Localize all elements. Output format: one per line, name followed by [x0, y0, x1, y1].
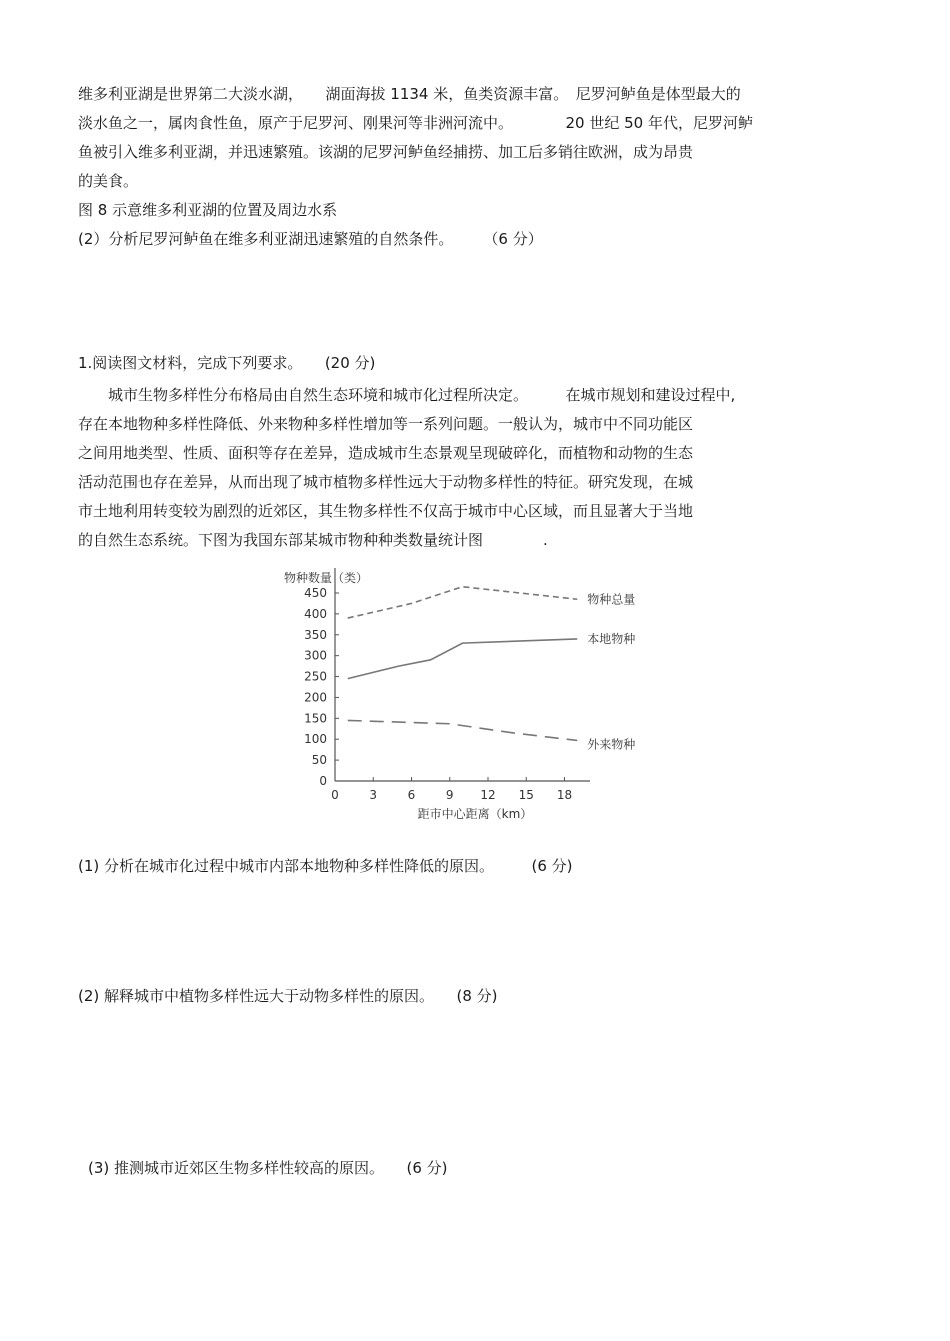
question-1-line-6: 的自然生态系统。下图为我国东部某城市物种种类数量统计图 .: [78, 531, 548, 549]
question-1-line-3: 之间用地类型、性质、面积等存在差异，造成城市生态景观呈现破碎化，而植物和动物的生态: [78, 444, 694, 462]
y-tick-label: 300: [304, 648, 327, 663]
x-tick-label: 12: [480, 788, 496, 802]
series-label-2: 本地物种: [587, 631, 636, 646]
sub-question-1: (1) 分析在城市化过程中城市内部本地物种多样性降低的原因。 (6 分): [78, 857, 573, 875]
question-1-line-5: 市土地利用转变较为剧烈的近郊区，其生物多样性不仅高于城市中心区域，而且显著大于当地: [78, 502, 694, 520]
question-1-line-4: 活动范围也存在差异，从而出现了城市植物多样性远大于动物多样性的特征。研究发现，在城: [78, 473, 694, 491]
figure-caption: 图 8 示意维多利亚湖的位置及周边水系: [78, 201, 338, 219]
sub-question-2: (2) 解释城市中植物多样性远大于动物多样性的原因。 (8 分): [78, 987, 498, 1005]
species-chart: [270, 562, 690, 827]
passage-1-line-3: 鱼被引入维多利亚湖，并迅速繁殖。该湖的尼罗河鲈鱼经捕捞、加工后多销往欧洲，成为昂贵: [78, 143, 694, 161]
y-tick-label: 350: [304, 627, 327, 642]
y-axis-label: 物种数量（类）: [284, 571, 369, 585]
series-line-3: [348, 720, 578, 740]
x-tick-label: 9: [445, 788, 454, 802]
question-1-heading: 1.阅读图文材料，完成下列要求。 (20 分): [78, 354, 376, 372]
y-tick-label: 0: [319, 774, 327, 788]
series-label-3: 外来物种: [587, 737, 636, 752]
x-tick-label: 0: [331, 788, 339, 802]
y-tick-label: 150: [304, 711, 327, 726]
series-line-1: [348, 587, 578, 618]
question-1-line-2: 存在本地物种多样性降低、外来物种多样性增加等一系列问题。一般认为，城市中不同功能区: [78, 415, 694, 433]
y-tick-label: 250: [304, 669, 327, 684]
x-tick-label: 18: [556, 788, 573, 802]
series-line-2: [348, 639, 578, 679]
question-1-line-1: 城市生物多样性分布格局由自然生态环境和城市化过程所决定。 在城市规划和建设过程中,: [78, 386, 736, 404]
x-tick-label: 15: [518, 788, 534, 802]
passage-1-line-4: 的美食。: [78, 172, 139, 190]
y-tick-label: 100: [304, 732, 327, 747]
x-axis-label: 距市中心距离（km）: [417, 807, 533, 821]
y-tick-label: 400: [304, 606, 327, 621]
sub-question-3: (3) 推测城市近郊区生物多样性较高的原因。 (6 分): [88, 1159, 448, 1177]
y-tick-label: 450: [304, 585, 327, 600]
passage-1-line-2: 淡水鱼之一，属肉食性鱼，原产于尼罗河、刚果河等非洲河流中。 20 世纪 50 年代，尼罗河鲈: [78, 114, 753, 132]
x-tick-label: 6: [407, 788, 416, 802]
passage-1-question-2: (2）分析尼罗河鲈鱼在维多利亚湖迅速繁殖的自然条件。 （6 分）: [78, 230, 543, 248]
x-tick-label: 3: [369, 788, 378, 802]
y-tick-label: 50: [311, 753, 327, 768]
passage-1-line-1: 维多利亚湖是世界第二大淡水湖， 湖面海拔 1134 米，鱼类资源丰富。 尼罗河鲈鱼是体型最大的: [78, 85, 741, 103]
series-label-1: 物种总量: [587, 592, 636, 607]
y-tick-label: 200: [304, 690, 327, 705]
